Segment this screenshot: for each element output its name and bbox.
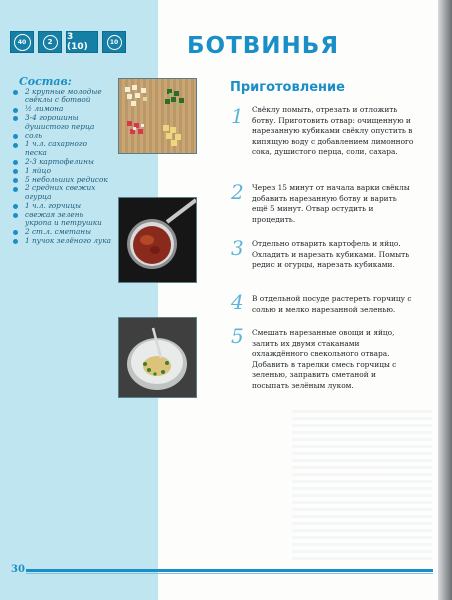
step-number: 2 [231,180,244,204]
ingredients-heading: Состав: [19,75,72,88]
footer-rule [26,569,433,572]
list-item: 1 ч.л. горчицы [11,202,111,210]
list-item: 1 ч.л. сахарного песка [11,140,111,157]
step-number: 3 [231,236,244,260]
ingredients-list [11,88,111,246]
step-text: Свёклу помыть, отрезать и отложить ботву. Приготовить отвар: очищенную и нарезанную кубиками свёклу опустить в кипящую воду с добавлением лимонного сока, душистого перца, соли, сахара. [252,105,414,157]
servings-icon: 3 (10) [66,31,98,53]
bowl-photo [118,317,197,398]
list-item: свежая зелень укропа и петрушки [11,211,111,228]
step-text: В отдельной посуде растереть горчицу с солью и мелко нарезанной зеленью. [252,294,412,314]
list-item: 2 крупные молодые свёклы с ботвой [11,88,111,105]
list-item: 2-3 картофелины [11,158,111,166]
list-item: 2 средних свежих огурца [11,184,111,201]
step-number: 5 [231,324,244,348]
list-item: 3-4 горошины душистого перца [11,114,111,131]
calendar-icon: 2 [38,31,62,53]
recipe-title: БОТВИНЬЯ [187,33,340,59]
list-item: ½ лимона [11,105,111,113]
step-number: 1 [231,104,244,128]
page-edge-shadow [438,0,452,600]
difficulty-icon: 10 [102,31,126,53]
list-item: 2 ст.л. сметаны [11,228,111,236]
saucepan-photo [118,197,197,283]
list-item: соль [11,132,111,140]
list-item: 5 небольших редисок [11,176,111,184]
footer-rule-thin [26,573,433,574]
time-icon: 40 [10,31,34,53]
preparation-heading: Приготовление [230,80,345,95]
step-text: Смешать нарезанные овощи и яйцо, залить их двумя стаканами охлаждённого свекольного отвара. Добавить в тарелки смесь горчицы с зеленью, заправить сметаной и посыпать зелёным луком. [252,328,397,390]
step-number: 4 [231,290,244,314]
list-item: 1 пучок зелёного лука [11,237,111,245]
chopped-vegetables-photo [118,78,197,154]
list-item: 1 яйцо [11,167,111,175]
page-number: 30 [11,564,25,575]
step-text: Отдельно отварить картофель и яйцо. Охладить и нарезать кубиками. Помыть редис и огурцы, нарезать кубиками. [252,239,410,270]
bleed-through-texture [292,410,432,560]
step-text: Через 15 минут от начала варки свёклы добавить нарезанную ботву и варить ещё 5 минут. Отвар остудить и процедить. [252,183,410,224]
recipe-info-icons [10,31,126,53]
